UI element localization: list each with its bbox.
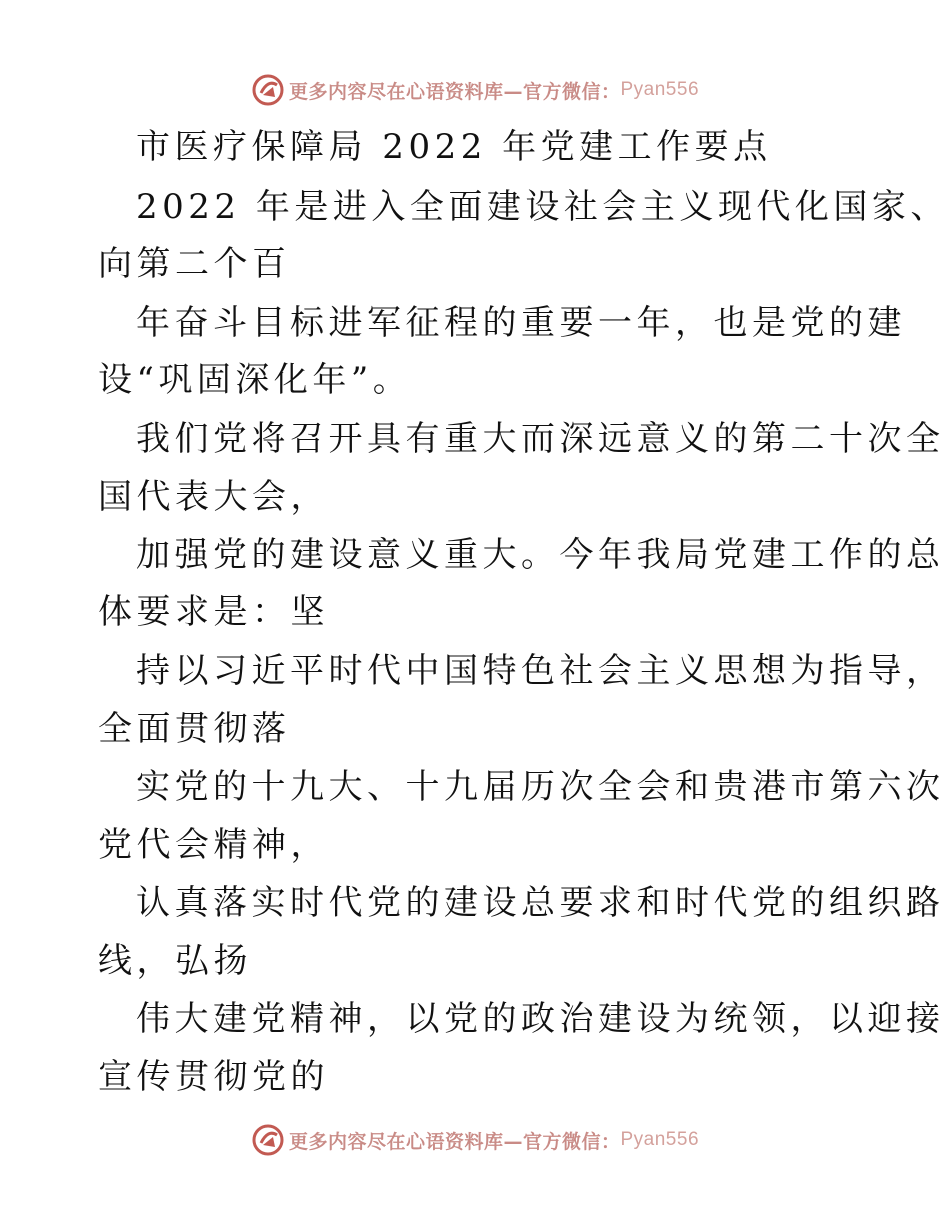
text-line: 加强党的建设意义重大。今年我局党建工作的总 [136,535,945,575]
text-line: 全面贯彻落 [98,709,291,749]
text-line: 国代表大会， [98,477,329,517]
text-line: 党代会精神， [98,825,329,865]
text-line: 设“巩固深化年”。 [98,360,412,400]
brand-logo-icon [251,73,285,107]
watermark-header [0,70,950,110]
text-line: 持以习近平时代中国特色社会主义思想为指导， [136,651,945,691]
text-line: 认真落实时代党的建设总要求和时代党的组织路 [136,883,945,923]
text-line: 2022 年是进入全面建设社会主义现代化国家、 [136,187,949,227]
watermark-text: 更多内容尽在心语资料库—官方微信： [288,80,621,103]
text-line: 实党的十九大、十九届历次全会和贵港市第六次 [136,767,945,807]
brand-logo-icon [251,1123,285,1157]
text-line: 年奋斗目标进军征程的重要一年，也是党的建 [136,303,906,343]
text-line: 伟大建党精神，以党的政治建设为统领，以迎接 [136,999,945,1039]
text-line: 我们党将召开具有重大而深远意义的第二十次全 [136,419,945,459]
watermark-wechat-id: Pyan556 [620,79,700,100]
text-line: 体要求是：坚 [98,592,329,632]
watermark-footer [0,1120,950,1160]
watermark-wechat-id: Pyan556 [620,1129,700,1150]
text-line: 向第二个百 [98,244,291,284]
text-line: 线，弘扬 [98,941,252,981]
document-title: 市医疗保障局 2022 年党建工作要点 [136,127,772,167]
text-line: 宣传贯彻党的 [98,1057,329,1097]
watermark-text: 更多内容尽在心语资料库—官方微信： [288,1130,621,1153]
